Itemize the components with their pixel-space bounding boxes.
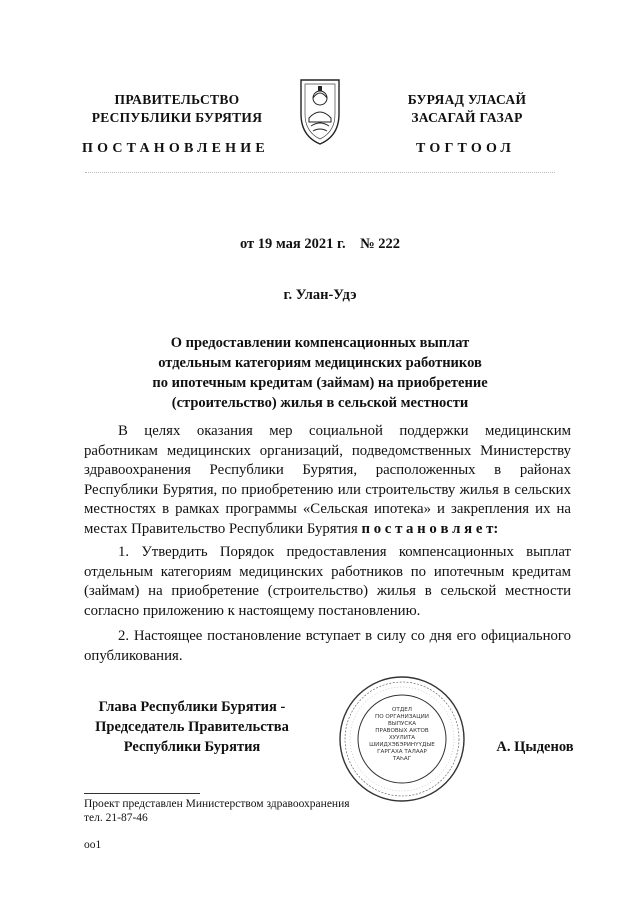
footer-note [84, 797, 350, 825]
doc-type-left: ПОСТАНОВЛЕНИЕ [82, 141, 269, 156]
stamp-line: ШИИДХЭБЭРИНҮҮДЫЕ [369, 742, 435, 748]
footer-divider [84, 793, 200, 794]
header-divider [85, 172, 555, 174]
header-right-line2: ЗАСАГАЙ ГАЗАР [411, 110, 523, 125]
signature-position-line1: Глава Республики Бурятия - [98, 699, 286, 715]
signatory-name: А. Цыденов [496, 739, 574, 755]
signature-position-line3: Республики Бурятия [123, 739, 261, 755]
stamp-line: ОТДЕЛ [392, 707, 412, 713]
document-title [0, 333, 640, 413]
footer-line2: тел. 21-87-46 [84, 812, 148, 824]
stamp-line: ПРАВОВЫХ АКТОВ [375, 728, 429, 734]
header-left-line1: ПРАВИТЕЛЬСТВО [114, 92, 240, 107]
intro-emphasis: п о с т а н о в л я е т: [361, 520, 499, 537]
intro-paragraph [84, 422, 571, 539]
doc-type-right: ТОГТООЛ [416, 141, 516, 156]
signature-position-line2: Председатель Правительства [95, 719, 289, 735]
header-right-org [372, 91, 562, 127]
official-stamp-icon [337, 674, 467, 804]
title-line: по ипотечным кредитам (займам) на приобретение [152, 375, 488, 391]
title-line: О предоставлении компенсационных выплат [170, 335, 470, 351]
stamp-line: ГАРГАХА ТАЛААР [377, 749, 427, 755]
stamp-inner-text [364, 707, 440, 763]
coat-of-arms-icon [297, 74, 343, 146]
item-1-paragraph: 1. Утвердить Порядок предоставления компенсационных выплат отдельным категориям медицинских работников по ипотечным кредитам (займам) на приобретение (строительство) жилья в сельской местности согласно приложению к настоящему постановлению. [84, 544, 571, 619]
footer-line1: Проект представлен Министерством здравоохранения [84, 798, 350, 810]
header-left-org [82, 91, 272, 127]
intro-text: В целях оказания мер социальной поддержки медицинским работникам медицинских организаций, подведомственных Министерству здравоохранения Республики Бурятия, расположенных в районах Республики Бурятия, по приобретению или строительству жилья в сельских местностях в рамках программы «Сельская ипотека» и закрепления их на местах Правительство Республики Бурятия [84, 423, 571, 537]
header-left-line2: РЕСПУБЛИКИ БУРЯТИЯ [91, 110, 263, 125]
date-number: от 19 мая 2021 г. № 222 [239, 236, 401, 252]
stamp-line: ВЫПУСКА [387, 721, 417, 727]
city: г. Улан-Удэ [283, 287, 357, 303]
stamp-line: ПО ОРГАНИЗАЦИИ [375, 714, 429, 720]
title-line: (строительство) жилья в сельской местности [171, 395, 469, 411]
item-2-paragraph: 2. Настоящее постановление вступает в силу со дня его официального опубликования. [84, 628, 571, 664]
footer-code: оо1 [84, 839, 102, 851]
stamp-line: ХУУЛИТА [388, 735, 416, 741]
signature-position [76, 697, 308, 757]
title-line: отдельным категориям медицинских работников [158, 355, 482, 371]
header-right-line1: БУРЯАД УЛАСАЙ [407, 92, 527, 107]
stamp-line: ТАҺАГ [392, 756, 412, 762]
